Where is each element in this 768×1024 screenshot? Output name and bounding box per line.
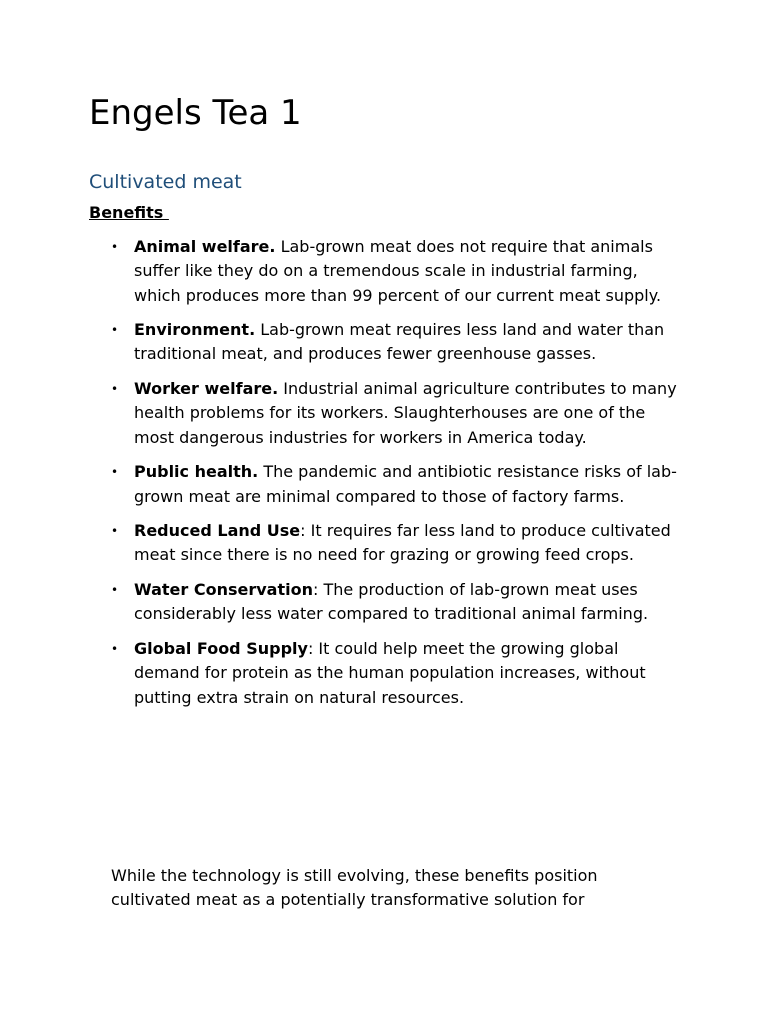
list-item (0, 460, 684, 509)
list-item (0, 578, 684, 627)
bullet-icon: • (111, 382, 119, 397)
bullet-icon: • (111, 465, 119, 480)
benefit-term: Global Food Supply (134, 638, 308, 658)
benefit-term: Animal welfare. (134, 237, 276, 256)
document-title: Engels Tea 1 (89, 93, 302, 133)
benefit-text: Lab-grown meat requires less land and water than traditional meat, and produces fewer greenhouse gasses. (134, 320, 665, 364)
section-heading: Cultivated meat (89, 171, 242, 193)
benefit-text: Industrial animal agriculture contributes to many health problems for its workers. Slaughterhouses are one of the most dangerous industries for workers in America today. (134, 379, 677, 447)
list-item (0, 637, 684, 710)
bullet-icon: • (111, 323, 119, 338)
benefit-term: Environment. (134, 320, 256, 340)
bullet-icon: • (111, 240, 119, 254)
benefit-text: It requires far less land to produce cultivated meat since there is no need for grazing or growing feed crops. (134, 521, 671, 565)
benefit-separator: : (300, 521, 311, 541)
bullet-icon: • (111, 583, 119, 598)
bullet-icon: • (111, 524, 119, 539)
benefit-term: Worker welfare. (134, 379, 279, 399)
benefit-text: The production of lab-grown meat uses considerably less water compared to traditional animal farming. (134, 580, 649, 624)
benefit-text: It could help meet the growing global demand for protein as the human population increases, without putting extra strain on natural resources. (134, 638, 646, 707)
benefit-separator: : (307, 638, 319, 658)
benefit-text: Lab-grown meat does not require that animals suffer like they do on a tremendous scale in industrial farming, which produces more than 99 percent of our current meat supply. (134, 237, 662, 305)
benefit-term: Reduced Land Use (134, 521, 301, 541)
benefits-heading: Benefits (89, 203, 169, 222)
list-item (0, 519, 684, 568)
bullet-icon: • (111, 641, 119, 656)
list-item (0, 377, 684, 450)
benefit-term: Water Conservation (134, 580, 313, 600)
benefits-list (0, 235, 768, 720)
benefit-text: The pandemic and antibiotic resistance risks of lab-grown meat are minimal compared to those of factory farms. (134, 462, 677, 506)
closing-paragraph: While the technology is still evolving, these benefits position cultivated meat as a potentially transformative solution for (111, 866, 598, 910)
list-item (0, 318, 684, 367)
benefit-term: Public health. (134, 462, 259, 482)
benefit-separator: : (312, 580, 324, 600)
list-item (0, 235, 684, 308)
